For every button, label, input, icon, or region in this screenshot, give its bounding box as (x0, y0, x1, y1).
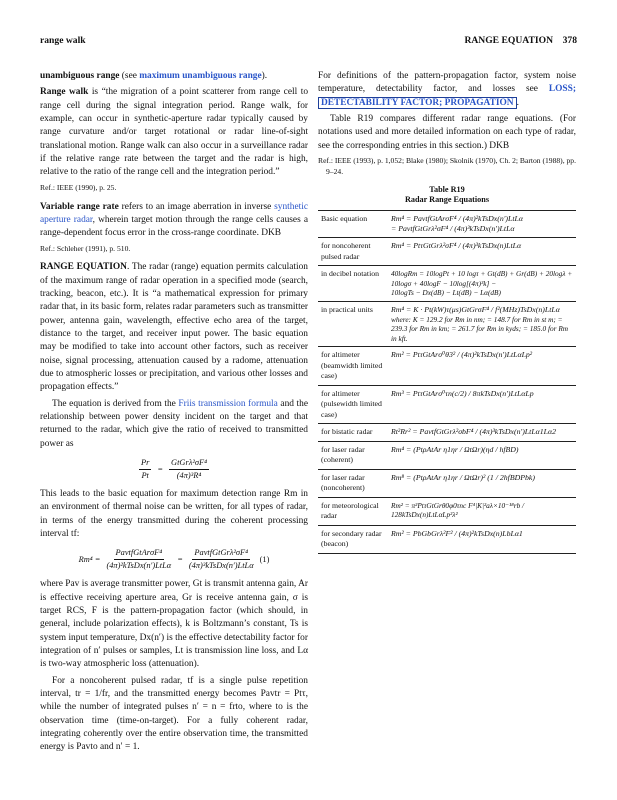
table-row: in practical units Rm⁴ = K · Pt(kW)τ(μs)GtGrσF⁴ / f²(MHz)TsDx(n)LtLα where: K = 129.2 for Rm in nm; = 148.7 for Rm in st m; = 239.3 for Rm in km; = 261.7 for Rm in kyds; = 185.0 for Rm in kft. (318, 301, 576, 347)
paragraph-table-intro: Table R19 compares different radar range equations. (For notations used and more detailed information on each type of radar, see the corresponding entries in this section.) DKB (318, 114, 576, 151)
paragraph-friis: The equation is derived from the Friis transmission formula and the relationship between power density incident on the target and that returned to the radar, which give the ratio of received to transmitted power as (40, 398, 308, 449)
table-row: for altimeter (beamwidth limited case) Rm² = PtτGtArσ⁰θ3² / (4π)²kTsDx(n′)LtLαLp² (318, 347, 576, 386)
table-row: for secondary radar (beacon) Rm² = PbGbGrλ²F² / (4π)²kTsDx(n)LbLα1 (318, 525, 576, 553)
equation-1: Rm⁴ = $\frac{\text{PavtfGtArσF⁴}}{\text{(4π)²kTsDx(n′)LtLα}}$ = $\frac{\text{PavtfGtGrλ²σF⁴}}{\text{(4π)³kTsDx(n′)LtLα}}$ (1) (78, 548, 270, 571)
link-detectability-factor[interactable]: DETECTABILITY FACTOR; PROPAGATION (318, 97, 517, 109)
paragraph-see-also: For definitions of the pattern-propagation factor, system noise temperature, detectability factor, and losses see LOSS; DETECTABILITY FACTOR; PROPAGATION . (318, 71, 576, 108)
link-loss[interactable]: LOSS; (548, 84, 576, 95)
table-title: Table R19 Radar Range Equations (404, 184, 490, 205)
ref-range-walk: Ref.: IEEE (1990), p. 25. (40, 182, 117, 192)
paragraph-definitions: where Pav is average transmitter power, Gt is transmit antenna gain, Ar is effective receiving aperture area, Gr is receive antenna gain, σ is target RCS, F is the pattern-propagation factor (which should, in general, include polarization effects), k is Boltzmann’s constant, Ts is system input temperature, Dx(n′) is the effective detectability factor for integration of n′ pulses or samples, Lt is transmission line loss, and Lα is two-way atmospheric loss (attenuation). (40, 579, 308, 670)
table-row: in decibel notation 40logRm = 10logPt + 10 logτ + Gt(dB) + Gr(dB) + 20logλ + 10logσ + 40logF − 10log[(4π)³k] − 10logTs − Dx(dB) − Lt(dB) − Lα(dB) (318, 266, 576, 301)
link-friis-transmission-formula[interactable]: Friis transmission formula (178, 398, 278, 409)
table-row: for laser radar (noncoherent) Rm⁸ = (PtρAtAr η1ηr / ΩtΩr)² (1 / 2hfBDPbk) (318, 469, 576, 497)
header-left: range walk (40, 35, 86, 46)
paragraph-noncoherent: For a noncoherent pulsed radar, tf is a single pulse repetition interval, tr = 1/fr, and the transmitted energy becomes Pavtr = Ptτ, while the number of integrated pulses n′ = n = frto, where to is the observation time (time-on-target). For a fully coherent radar, integrating coherently over the entire observation time, the transmitted energy is Pavto and n′ = 1. (40, 675, 308, 753)
running-header (40, 34, 577, 48)
header-right: RANGE EQUATION 378 (464, 35, 577, 46)
table-row: for bistatic radar Rt²Rr² = PavtfGtGrλ²σbF⁴ / (4π)³kTsDx(n′)LtLα1Lα2 (318, 424, 576, 442)
table-row: for meteorological radar Rm² = π²PtτGtGrθ0φ0τnc F⁴|K|²aλ×10⁻¹⁸rb / 128kTsDx(n)LtLαLp²λ² (318, 497, 576, 525)
table-row: for altimeter (pulsewidth limited case) Rm³ = PtτGtArσ⁰τn(c/2) / 8πkTsDx(n′)LtLαLp (318, 385, 576, 424)
entry-range-equation: RANGE EQUATION. The radar (range) equation permits calculation of the maximum range of radar operation in a specified mode (search, tracking, beacon, etc.). It is “a mathematical expression for primary radar that, in its basic form, relates radar parameters such as transmitter power, antenna gain, wavelength, effective echo area of the target, distance to the target, and receiver input power. The basic equation may be modified to take into account other factors, such as receiver noise, signal processing, attenuation caused by a radome, attenuation due to atmospheric losses or precipitation, and various other losses and propagation effects.” (40, 262, 308, 393)
ref-variable-range-rate: Ref.: Schleher (1991), p. 510. (40, 243, 131, 253)
link-maximum-unambiguous-range[interactable]: maximum unambiguous range (139, 71, 262, 81)
entry-variable-range-rate: Variable range rate refers to an image aberration in inverse synthetic aperture radar, wherein target motion through the range cells causes a range-dependent focus error in the cross-range coordinate. DKB (40, 201, 308, 239)
ref-range-equation: Ref.: IEEE (1993), p. 1,052; Blake (1980); Skolnik (1970), Ch. 2; Barton (1988), pp. 9–24. (318, 156, 576, 176)
entry-unambiguous-range: unambiguous range (see maximum unambiguous range). (40, 71, 268, 81)
left-column (40, 70, 308, 758)
right-column (318, 70, 576, 554)
table-row: for noncoherent pulsed radar Rm⁴ = PtτGtGrλ²σF⁴ / (4π)³kTsDx(n)LtLα (318, 238, 576, 266)
radar-range-equations-table (318, 210, 576, 554)
table-row: for laser radar (coherent) Rm⁴ = (PtρAtAr η1ηr / ΩtΩr)(ηd / hfBD) (318, 441, 576, 469)
entry-range-walk: Range walk is “the migration of a point scatterer from range cell to range cell during the signal integration period. Range walk, for example, can occur in synthetic-aperture radar typically caused by range curvature and/or target rotational or radar line-of-sight translational motion. Range walk can also occur in a surveillance radar if the relative range rate between the target and the radar is high, relative to the ratio of the range cell and the integration period.” (40, 87, 309, 178)
paragraph-basic-equation: This leads to the basic equation for maximum detection range Rm in an environment of thermal noise can be written, for all types of radar, in terms of the energy transmitted during the coherent processing interval tf: (40, 489, 308, 540)
link-synthetic-aperture-radar[interactable]: synthetic aperture radar (40, 201, 308, 225)
equation-power-ratio: $\frac{Pr}{Pt}$ = $\frac{\text{GtGrλ²σF⁴}}{\text{(4π)³R⁴}}$ (140, 458, 207, 481)
table-row: Basic equation Rm⁴ = PavtfGtArσF⁴ / (4π)²kTsDx(n′)LtLα = PavtfGtGrλ²σF⁴ / (4π)³kTsDx(n′)LtLα (318, 210, 576, 237)
